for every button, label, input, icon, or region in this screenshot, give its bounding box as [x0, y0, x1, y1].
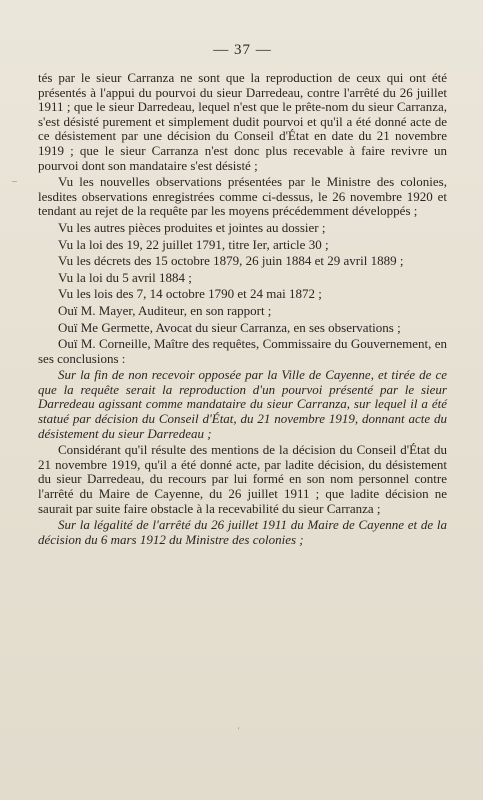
paragraph-continuation: tés par le sieur Carranza ne sont que la reproduction de ceux qui ont été présentés à l'appui du pourvoi du sieur Darredeau, contre l'arrêté du 26 juillet 1911 ; que le sieur Darredeau, lequel n'est que le prête-nom du sieur Carranza, s'est désisté purement et simplement dudit pourvoi et qu'il a été donné acte de ce désistement par une décision du Conseil d'État en date du 21 novembre 1919 ; que le sieur Carranza n'est donc plus recevable à faire revivre un pourvoi dont son mandataire s'est désisté ;	[38, 70, 447, 173]
paragraph-oui-mayer: Ouï M. Mayer, Auditeur, en son rapport ;	[58, 302, 272, 318]
paragraph-legalite-arrete: Sur la légalité de l'arrêté du 26 juillet 1911 du Maire de Cayenne et de la décision du 6 mars 1912 du Ministre des colonies ;	[38, 517, 447, 547]
paragraph-fin-de-non-recevoir: Sur la fin de non recevoir opposée par la Ville de Cayenne, et tirée de ce que la requête serait la reproduction d'un pourvoi présenté par le sieur Darredeau agissant comme mandataire du sieur Carranza, sur lequel il a été statué par décision du Conseil d'État, du 21 novembre 1919, donnant acte du désistement du sieur Darredeau ;	[38, 367, 447, 441]
paragraph-vu-pieces: Vu les autres pièces produites et jointes au dossier ;	[58, 219, 326, 235]
paragraph-oui-corneille: Ouï M. Corneille, Maître des requêtes, Commissaire du Gouvernement, en ses conclusions :	[38, 336, 447, 366]
paragraph-oui-germette: Ouï Me Germette, Avocat du sieur Carranza, en ses observations ;	[58, 319, 401, 335]
margin-mark: –	[12, 176, 17, 187]
body-text	[38, 71, 447, 547]
paragraph-vu-loi-1884: Vu la loi du 5 avril 1884 ;	[58, 269, 192, 285]
page-number: — 37 —	[213, 42, 272, 58]
paragraph-vu-loi-1791: Vu la loi des 19, 22 juillet 1791, titre Ier, article 30 ;	[58, 236, 329, 252]
paragraph-vu-lois-1790-1872: Vu les lois des 7, 14 octobre 1790 et 24 mai 1872 ;	[58, 286, 322, 302]
paragraph-considerant: Considérant qu'il résulte des mentions de la décision du Conseil d'État du 21 novembre 1919, qu'il a été donné acte, par ladite décision, du désistement du sieur Darredeau, du recours par lui formé en son nom personnel contre l'arrêté du Maire de Cayenne, du 26 juillet 1911 ; que ladite décision ne saurait par suite faire obstacle à la recevabilité du sieur Carranza ;	[38, 442, 447, 516]
bottom-mark: '	[238, 726, 240, 735]
paragraph-vu-decrets: Vu les décrets des 15 octobre 1879, 26 juin 1884 et 29 avril 1889 ;	[58, 253, 404, 269]
paragraph-vu-observations: Vu les nouvelles observations présentées par le Ministre des colonies, lesdites observations enregistrées comme ci-dessus, le 26 novembre 1920 et tendant au rejet de la requête par les moyens précédemment développés ;	[38, 174, 447, 219]
